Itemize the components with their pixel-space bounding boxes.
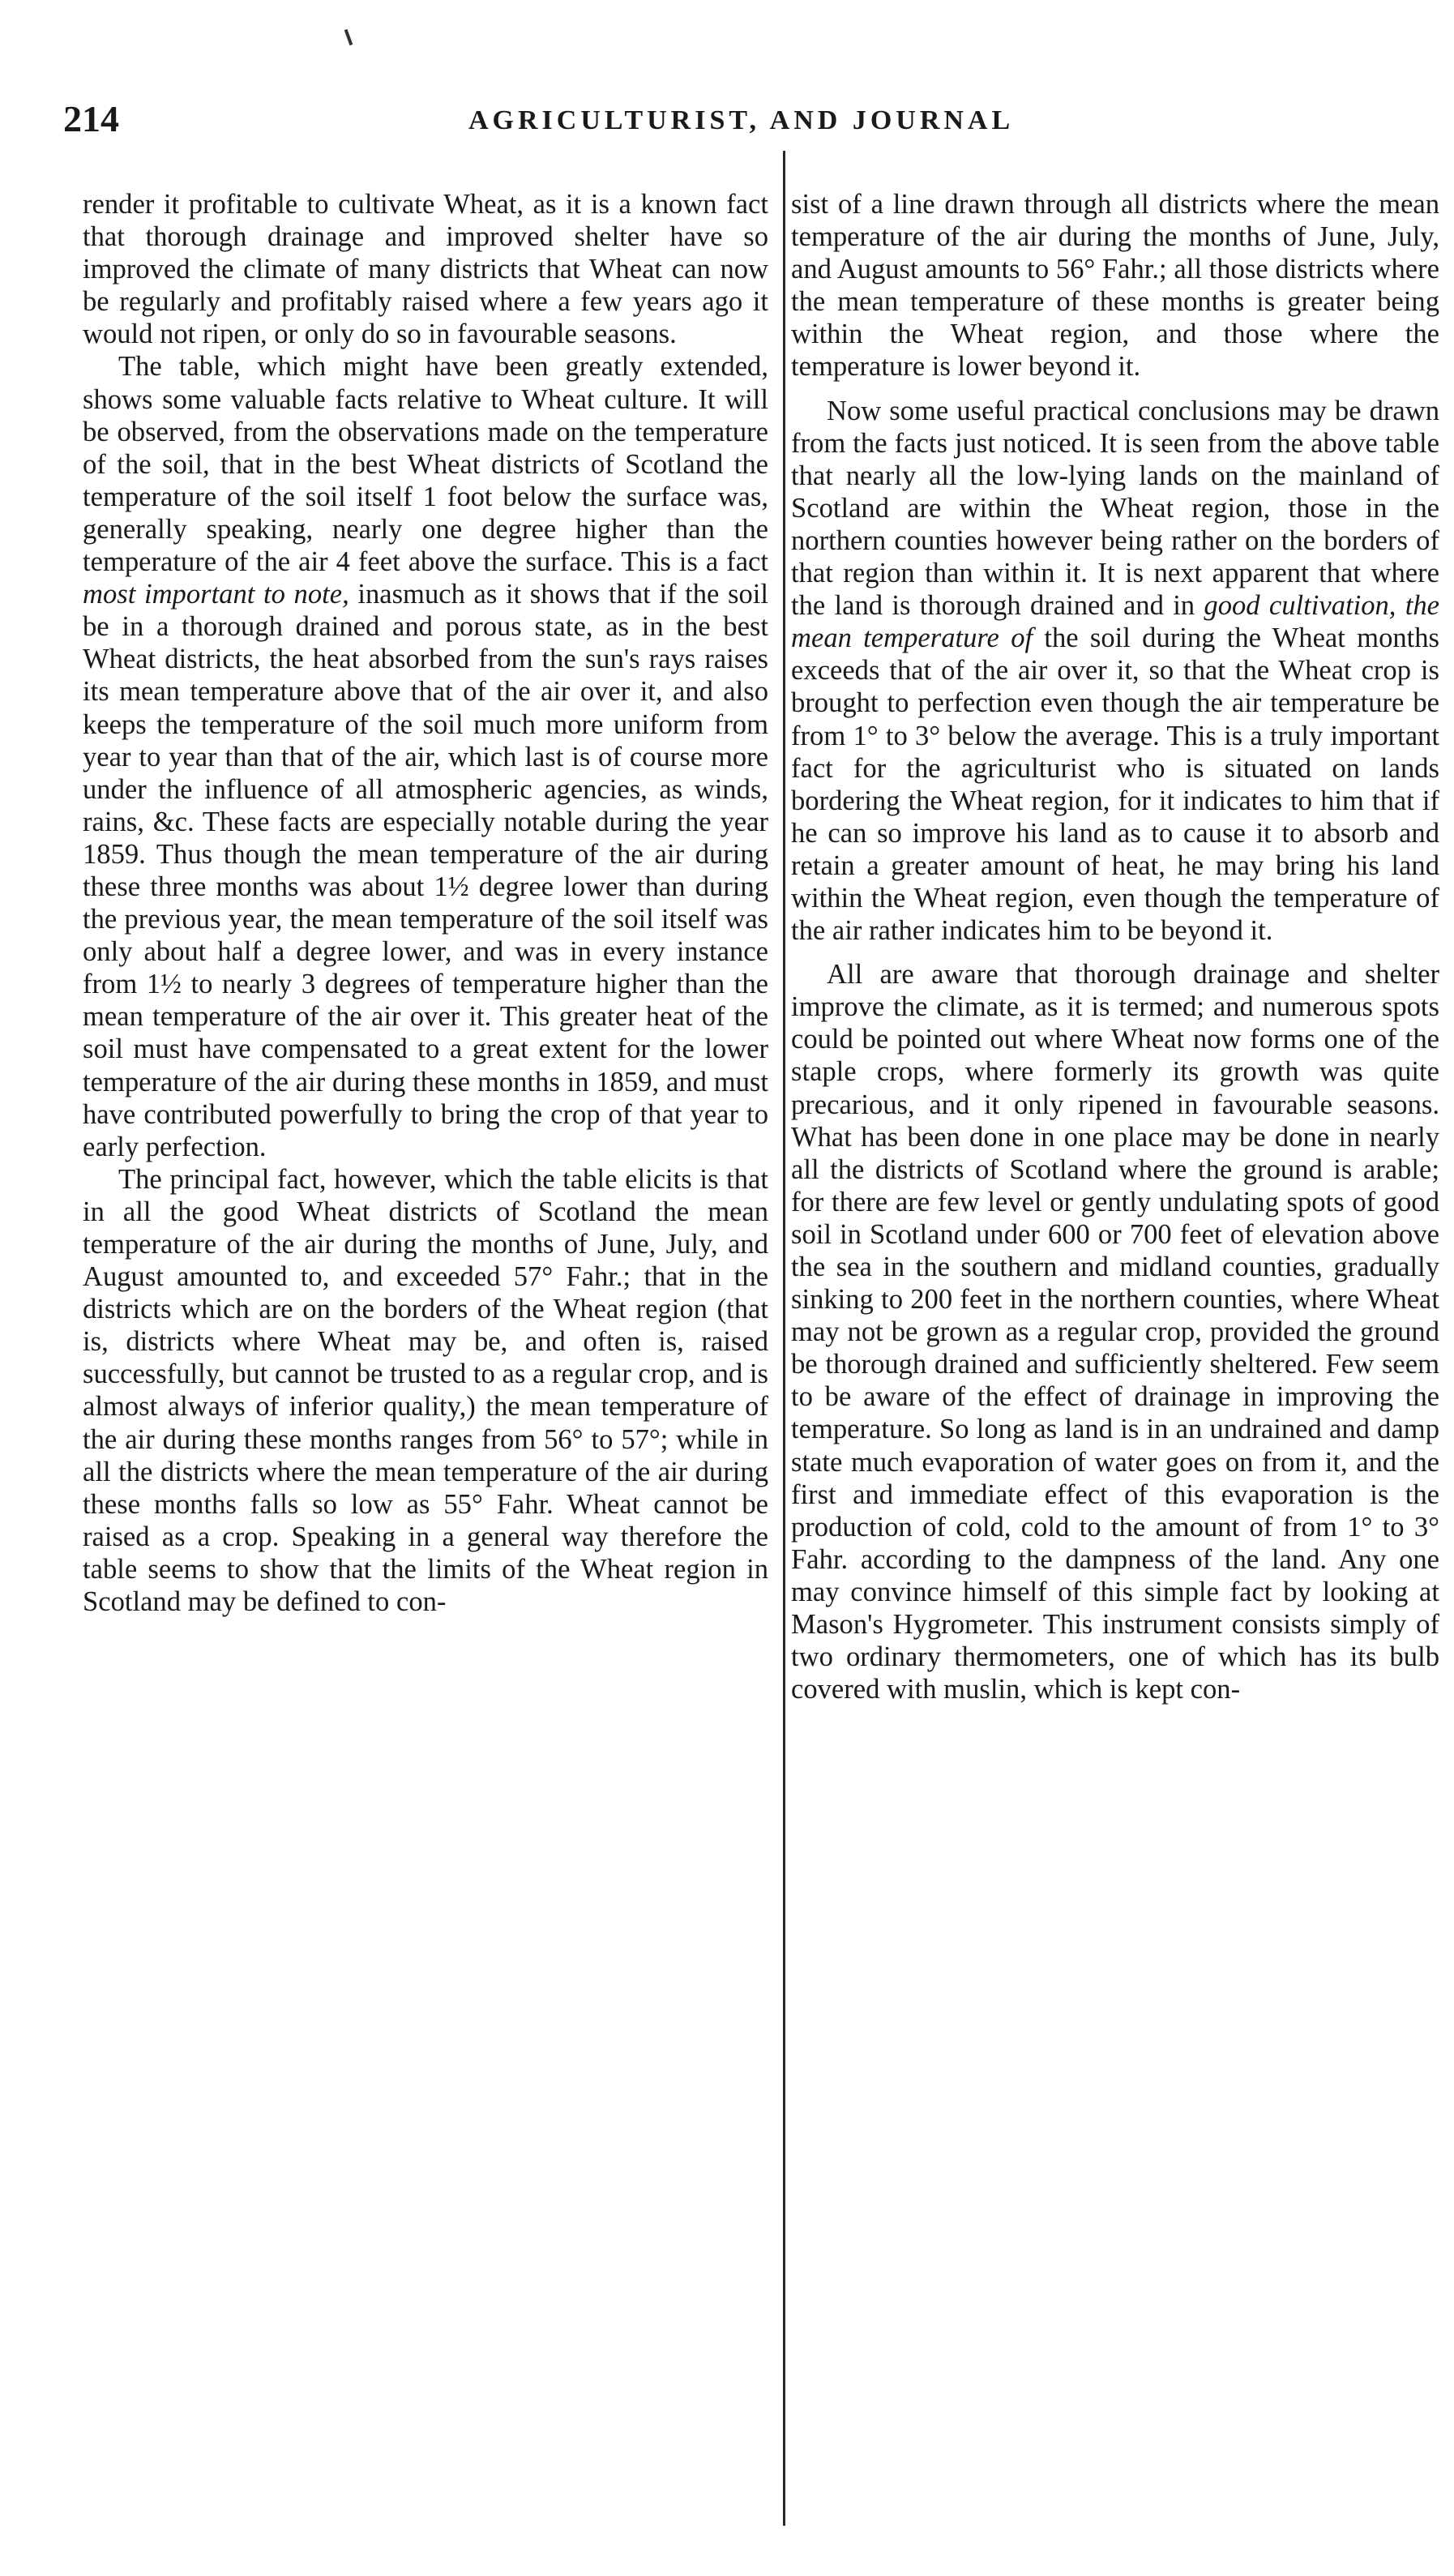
right-paragraph-2-text-b: the soil during the Wheat months exceeds that of the air over it, so that the Wheat crop is brought to perfection even though the air temperature be from 1° to 3° below the average. This is a truly important fact for the agriculturist who is situated on lands bordering the Wheat region, for it indicates to him that if he can so improve his land as to cause it to absorb and retain a greater amount of heat, he may bring his land within the Wheat region, even though the temperature of the air rather indicates him to be beyond it. bbox=[791, 623, 1439, 947]
right-paragraph-2 bbox=[791, 395, 1439, 948]
right-column bbox=[791, 188, 1439, 1705]
right-paragraph-2-text-a: Now some useful practical conclusions may be drawn from the facts just noticed. It is seen from the above table that nearly all the low-lying lands on the mainland of Scotland are within the Wheat region, those in the northern counties however being rather on the borders of that region than within it. It is next apparent that where the land is thorough drained and in bbox=[791, 395, 1439, 622]
right-paragraph-2-emphasis: good cultivation, the mean temperature of bbox=[791, 590, 1439, 654]
left-paragraph-2-emphasis: most important to note, bbox=[83, 579, 349, 610]
page-number: 214 bbox=[63, 98, 119, 139]
stray-ink-mark bbox=[344, 29, 353, 45]
left-paragraph-2-text-a: The table, which might have been greatly extended, shows some valuable facts relative to Wheat culture. It will be observed, from the observations made on the temperature of the soil, that in the best Wheat districts of Scotland the temperature of the soil itself 1 foot below the surface was, generally speaking, nearly one degree higher than the temperature of the air 4 feet above the surface. This is a fact bbox=[83, 351, 768, 578]
column-divider bbox=[783, 151, 785, 2526]
left-paragraph-1: render it profitable to cultivate Wheat, as it is a known fact that thorough drainage and improved shelter have so improved the climate of many districts that Wheat can now be regularly and profitably raised where a few years ago it would not ripen, or only do so in favourable seasons. bbox=[83, 189, 768, 350]
page-header bbox=[53, 97, 1431, 162]
left-paragraph-3: The principal fact, however, which the table elicits is that in all the good Wheat districts of Scotland the mean temperature of the air during the months of June, July, and August amounted to, and exceeded 57° Fahr.; that in the districts which are on the borders of the Wheat region (that is, districts where Wheat may be, and often is, raised successfully, but cannot be trusted to as a regular crop, and is almost always of inferior quality,) the mean temperature of the air during these months ranges from 56° to 57°; while in all the districts where the mean temperature of the air during these months falls so low as 55° Fahr. Wheat cannot be raised as a crop. Speaking in a general way therefore the table seems to show that the limits of the Wheat region in Scotland may be defined to con- bbox=[83, 1163, 768, 1618]
left-paragraph-2-text-b: inasmuch as it shows that if the soil be in a thorough drained and porous state, as in the best Wheat districts, the heat absorbed from the sun's rays raises its mean temperature above that of the air over it, and also keeps the temperature of the soil much more uniform from year to year than that of the air, which last is of course more under the influence of all atmospheric agencies, as winds, rains, &c. These facts are especially notable during the year 1859. Thus though the mean temperature of the air during these three months was about 1½ degree lower than during the previous year, the mean temperature of the soil itself was only about half a degree lower, and was in every instance from 1½ to nearly 3 degrees of temperature higher than the mean temperature of the air over it. This greater heat of the soil must have compensated to a great extent for the lower temperature of the air during these months in 1859, and must have contributed powerfully to bring the crop of that year to early perfection. bbox=[83, 579, 768, 1162]
left-column bbox=[83, 188, 768, 1618]
right-paragraph-1: sist of a line drawn through all districts where the mean temperature of the air during the months of June, July, and August amounts to 56° Fahr.; all those districts where the mean temperature of these months is greater being within the Wheat region, and those where the temperature is lower beyond it. bbox=[791, 189, 1439, 383]
left-paragraph-2 bbox=[83, 350, 768, 1162]
right-paragraph-3: All are aware that thorough drainage and shelter improve the climate, as it is termed; and numerous spots could be pointed out where Wheat now forms one of the staple crops, where formerly its growth was quite precarious, and it only ripened in favourable seasons. What has been done in one place may be done in nearly all the districts of Scotland where the ground is arable; for there are few level or gently undulating spots of good soil in Scotland under 600 or 700 feet of elevation above the sea in the southern and midland counties, gradually sinking to 200 feet in the northern counties, where Wheat may not be grown as a regular crop, provided the ground be thorough drained and sufficiently sheltered. Few seem to be aware of the effect of drainage in improving the temperature. So long as land is in an undrained and damp state much evaporation of water goes on from it, and the first and immediate effect of this evaporation is the production of cold, cold to the amount of from 1° to 3° Fahr. according to the dampness of the land. Any one may convince himself of this simple fact by looking at Mason's Hygrometer. This instrument consists simply of two ordinary thermometers, one of which has its bulb covered with muslin, which is kept con- bbox=[791, 959, 1439, 1705]
running-head: AGRICULTURIST, AND JOURNAL bbox=[468, 105, 1015, 135]
